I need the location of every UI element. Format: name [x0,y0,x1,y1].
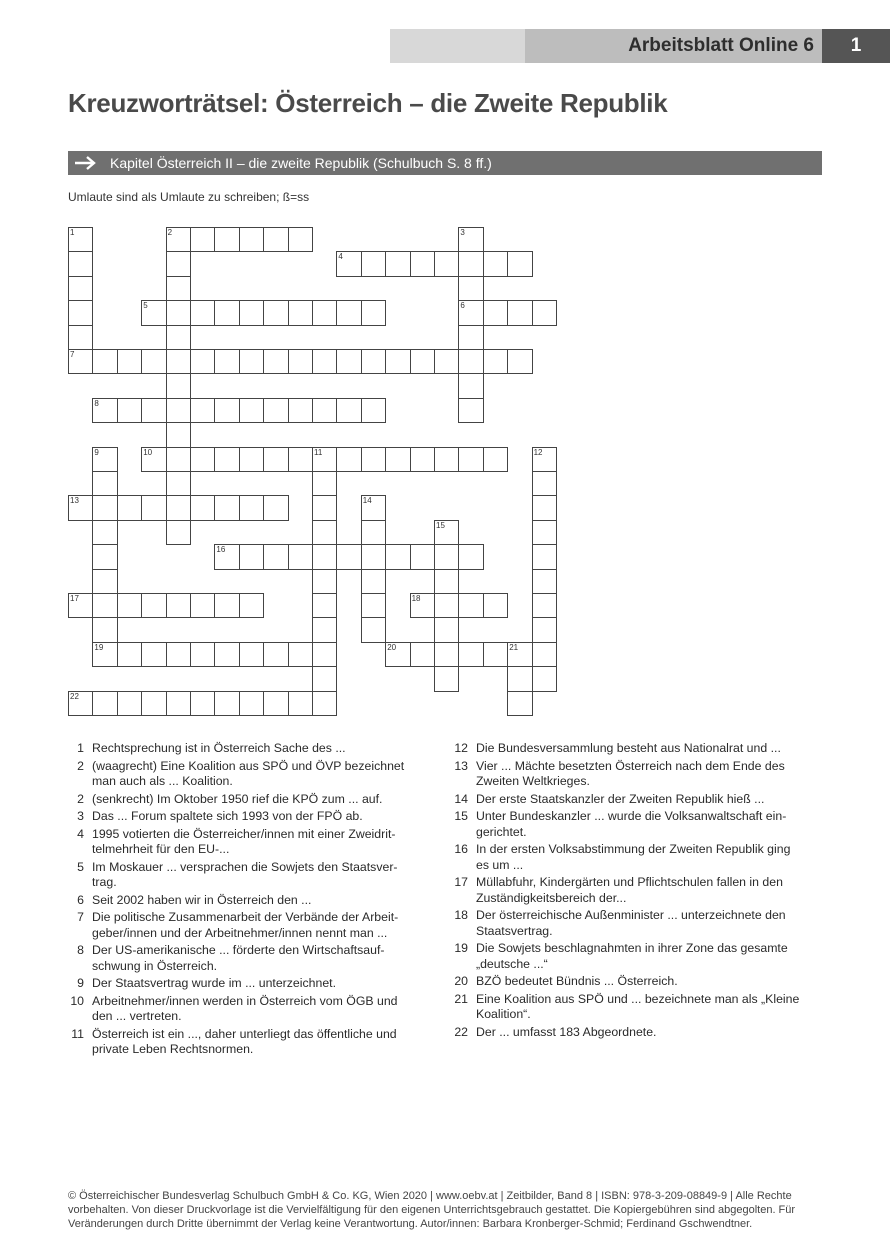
crossword-cell[interactable] [239,447,264,472]
crossword-cell[interactable] [507,666,532,691]
crossword-cell[interactable] [483,447,508,472]
cell-number: 7 [70,350,75,359]
crossword-cell[interactable] [263,642,288,667]
clue-item [68,910,418,941]
cell-number: 19 [94,642,104,652]
crossword-cell[interactable] [410,447,435,472]
crossword-cell[interactable] [263,398,288,423]
crossword-cell[interactable] [166,349,191,374]
crossword-cell[interactable] [166,398,191,423]
crossword-cell[interactable] [483,593,508,618]
clue-item [68,1027,418,1058]
clue-number: 5 [77,859,84,874]
crossword-cell[interactable] [92,544,117,569]
crossword-cell[interactable] [239,691,264,716]
crossword-cell[interactable] [239,227,264,252]
cell-number: 12 [533,447,543,457]
clue-item [68,976,418,992]
crossword-cell[interactable] [361,349,386,374]
crossword-cell[interactable] [92,617,117,642]
clue-item [68,741,418,757]
crossword-cell[interactable] [117,398,142,423]
crossword-cell[interactable] [166,373,191,398]
crossword-cell[interactable] [214,691,239,716]
crossword-cell[interactable] [507,691,532,716]
clue-text: (senkrecht) Im Oktober 1950 rief die KPÖ zum ... auf. [92,791,383,806]
crossword-cell[interactable] [190,642,215,667]
crossword-cell[interactable] [434,520,459,545]
crossword-cell[interactable] [336,398,361,423]
crossword-cell[interactable] [458,593,483,618]
crossword-cell[interactable] [361,447,386,472]
crossword-cell[interactable] [312,349,337,374]
crossword-cell[interactable] [214,544,239,569]
crossword-cell[interactable] [239,398,264,423]
crossword-cell[interactable] [141,495,166,520]
crossword-cell[interactable] [190,593,215,618]
crossword-cell[interactable] [483,300,508,325]
crossword-cell[interactable] [190,227,215,252]
crossword-cell[interactable] [410,544,435,569]
crossword-cell[interactable] [166,227,191,252]
crossword-cell[interactable] [361,495,386,520]
crossword-cell[interactable] [336,447,361,472]
crossword-cell[interactable] [361,251,386,276]
crossword-cell[interactable] [532,617,557,642]
crossword-cell[interactable] [507,300,532,325]
crossword-cell[interactable] [361,520,386,545]
clue-number: 6 [77,892,84,907]
clue-item [68,994,418,1025]
crossword-cell[interactable] [166,447,191,472]
crossword-cell[interactable] [483,251,508,276]
clue-item [68,827,418,858]
crossword-cell[interactable] [410,349,435,374]
crossword-cell[interactable] [190,495,215,520]
crossword-cell[interactable] [507,251,532,276]
crossword-cell[interactable] [92,520,117,545]
crossword-cell[interactable] [361,398,386,423]
crossword-cell[interactable] [312,471,337,496]
instruction-text: Umlaute sind als Umlaute zu schreiben; ß=ss [68,190,310,204]
crossword-cell[interactable] [458,544,483,569]
cell-number: 4 [338,252,343,262]
crossword-cell[interactable] [239,349,264,374]
cell-number: 2 [167,228,173,237]
crossword-cell[interactable] [434,593,459,618]
crossword-cell[interactable] [92,398,117,423]
crossword-cell[interactable] [166,471,191,496]
crossword-cell[interactable] [434,544,459,569]
crossword-cell[interactable] [288,691,313,716]
crossword-cell[interactable] [312,569,337,594]
clue-text: 1995 votierten die Österreicher/innen mit einer Zweidrittelmehrheit für den EU-... [92,826,396,856]
crossword-cell[interactable] [92,642,117,667]
crossword-cell[interactable] [434,666,459,691]
crossword-cell[interactable] [458,642,483,667]
clue-number: 4 [77,826,84,841]
clue-number: 2 [77,758,84,773]
crossword-cell[interactable] [263,300,288,325]
clue-number: 13 [454,758,468,773]
cell-number: 20 [387,642,397,652]
crossword-cell[interactable] [288,398,313,423]
crossword-cell[interactable] [92,593,117,618]
crossword-cell[interactable] [214,300,239,325]
crossword-cell[interactable] [68,593,93,618]
crossword-cell[interactable] [312,544,337,569]
crossword-cell[interactable] [214,349,239,374]
crossword-cell[interactable] [385,349,410,374]
crossword-cell[interactable] [190,300,215,325]
crossword-cell[interactable] [336,251,361,276]
clue-number: 18 [454,908,468,922]
crossword-cell[interactable] [532,495,557,520]
crossword-cell[interactable] [288,349,313,374]
crossword-cell[interactable] [190,691,215,716]
worksheet-label: Arbeitsblatt Online 6 [525,29,822,63]
chapter-banner [68,151,822,175]
clue-item [452,1025,802,1041]
crossword-cell[interactable] [532,593,557,618]
crossword-cell[interactable] [434,447,459,472]
cell-number: 9 [94,447,99,457]
crossword-cell[interactable] [214,447,239,472]
cell-number: 22 [70,691,79,701]
crossword-cell[interactable] [361,300,386,325]
crossword-cell[interactable] [458,276,483,301]
crossword-cell[interactable] [214,227,239,252]
crossword-cell[interactable] [141,447,166,472]
crossword-cell[interactable] [68,325,93,350]
page-title: Kreuzworträtsel: Österreich – die Zweite Republik [68,88,668,118]
crossword-cell[interactable] [434,251,459,276]
clue-number: 7 [77,910,84,924]
crossword-cell[interactable] [68,691,93,716]
crossword-cell[interactable] [166,422,191,447]
crossword-cell[interactable] [458,300,483,325]
crossword-cell[interactable] [166,495,191,520]
crossword-cell[interactable] [434,349,459,374]
clue-text: Vier ... Mächte besetzten Österreich nach dem Ende des Zweiten Weltkrieges. [476,758,785,788]
clue-text: Arbeitnehmer/innen werden in Österreich vom ÖGB und den ... vertreten. [92,993,398,1023]
crossword-cell[interactable] [117,349,142,374]
crossword-cell[interactable] [458,349,483,374]
clue-text: Unter Bundeskanzler ... wurde die Volksanwaltschaft eingerichtet. [476,809,787,839]
clue-number: 1 [77,741,84,755]
cell-number: 5 [143,301,148,311]
header-bar-light [390,29,525,63]
clue-item [452,875,802,906]
crossword-cell[interactable] [190,349,215,374]
clue-number: 20 [454,974,468,988]
clue-item [452,809,802,840]
cell-number: 13 [70,496,79,506]
clue-item [68,893,418,909]
clue-number: 14 [454,791,468,806]
crossword-cell[interactable] [483,642,508,667]
crossword-cell[interactable] [288,227,313,252]
crossword-cell[interactable] [312,617,337,642]
cell-number: 21 [509,642,519,652]
crossword-cell[interactable] [385,447,410,472]
clue-item [68,943,418,974]
crossword-cell[interactable] [434,617,459,642]
crossword-cell[interactable] [117,691,142,716]
crossword-cell[interactable] [239,593,264,618]
crossword-cell[interactable] [141,691,166,716]
clue-number: 9 [77,976,84,990]
clue-text: Der US-amerikanische ... förderte den Wirtschaftsaufschwung in Österreich. [92,943,385,973]
crossword-cell[interactable] [458,251,483,276]
cell-number: 18 [411,594,421,603]
clue-item [68,860,418,891]
crossword-cell[interactable] [312,300,337,325]
crossword-cell[interactable] [385,251,410,276]
clue-number: 19 [454,941,468,955]
clue-item [452,759,802,790]
crossword-cell[interactable] [410,642,435,667]
cell-number: 8 [94,398,99,408]
crossword-cell[interactable] [214,495,239,520]
clue-number: 8 [77,943,84,957]
clue-number: 22 [454,1024,468,1039]
copyright-footer: © Österreichischer Bundesverlag Schulbuch GmbH & Co. KG, Wien 2020 | www.oebv.at | Zeitbilder, Band 8 | ISBN: 978-3-209-08849-9 | Alle Rechte vorbehalten. Von dieser Druckvorlage ist die Vervielfältigung für den eigenen Unterrichtsgebrauch gestattet. Die Kopiergebühren sind abgegolten. Für Veränderungen durch Dritte übernimmt der Verlag keine Verantwortung. Autor/innen: Barbara Kronberger-Schmid; Ferdinand Gschwendtner. [68,1190,796,1230]
crossword-cell[interactable] [532,447,557,472]
clue-number: 15 [454,809,468,823]
crossword-cell[interactable] [190,447,215,472]
clue-text: Eine Koalition aus SPÖ und ... bezeichnete man als „Kleine Koalition“. [476,991,800,1021]
clue-text: Der ... umfasst 183 Abgeordnete. [476,1024,657,1039]
clue-item [452,974,802,990]
crossword-cell[interactable] [532,642,557,667]
crossword-cell[interactable] [68,251,93,276]
clue-number: 17 [454,875,468,889]
clue-number: 3 [77,809,84,823]
crossword-cell[interactable] [361,617,386,642]
cell-number: 11 [314,447,323,457]
crossword-cell[interactable] [141,593,166,618]
clue-text: Die Sowjets beschlagnahmten in ihrer Zone das gesamte „deutsche ...“ [476,941,788,971]
crossword-cell[interactable] [312,398,337,423]
crossword-cell[interactable] [288,447,313,472]
crossword-cell[interactable] [239,495,264,520]
cell-number: 15 [436,520,445,530]
crossword-cell[interactable] [117,593,142,618]
crossword-cell[interactable] [68,227,93,252]
crossword-cell[interactable] [361,569,386,594]
clue-item [452,792,802,808]
crossword-cell[interactable] [532,569,557,594]
cell-number: 1 [70,228,75,237]
cell-number: 14 [362,496,372,506]
crossword-cell[interactable] [190,398,215,423]
clue-number: 11 [71,1026,84,1041]
crossword-cell[interactable] [92,349,117,374]
clue-number: 12 [454,741,468,755]
crossword-cell[interactable] [458,325,483,350]
crossword-cell[interactable] [532,471,557,496]
crossword-cell[interactable] [312,447,337,472]
crossword-cell[interactable] [166,251,191,276]
crossword-cell[interactable] [532,666,557,691]
crossword-cell[interactable] [288,642,313,667]
crossword-cell[interactable] [166,642,191,667]
crossword-cell[interactable] [507,642,532,667]
crossword-cell[interactable] [92,447,117,472]
arrow-right-icon [74,156,104,170]
crossword-cell[interactable] [239,642,264,667]
crossword-cell[interactable] [117,495,142,520]
crossword-cell[interactable] [434,642,459,667]
clue-text: Die Bundesversammlung besteht aus Nationalrat und ... [476,741,781,755]
crossword-cell[interactable] [263,447,288,472]
crossword-cell[interactable] [166,325,191,350]
crossword-cell[interactable] [312,666,337,691]
crossword-cell[interactable] [288,300,313,325]
clue-text: Das ... Forum spaltete sich 1993 von der FPÖ ab. [92,809,363,823]
crossword-cell[interactable] [92,569,117,594]
crossword-cell[interactable] [263,495,288,520]
clue-item [452,908,802,939]
cell-number: 10 [143,447,153,457]
clue-text: Der österreichische Außenminister ... unterzeichnete den Staatsvertrag. [476,908,786,938]
cell-number: 6 [460,301,465,311]
crossword-cell[interactable] [361,544,386,569]
clue-list-right [452,741,802,1042]
crossword-cell[interactable] [92,691,117,716]
crossword-cell[interactable] [312,495,337,520]
crossword-cell[interactable] [141,349,166,374]
cell-number: 16 [216,545,226,555]
crossword-cell[interactable] [166,691,191,716]
crossword-cell[interactable] [458,373,483,398]
clue-text: Müllabfuhr, Kindergärten und Pflichtschulen fallen in den Zuständigkeitsbereich der... [476,875,783,905]
clue-item [68,759,418,790]
clue-item [452,741,802,757]
crossword-cell[interactable] [68,276,93,301]
crossword-cell[interactable] [68,495,93,520]
crossword-cell[interactable] [166,520,191,545]
clue-text: Der Staatsvertrag wurde im ... unterzeichnet. [92,976,336,990]
crossword-cell[interactable] [117,642,142,667]
clue-text: (waagrecht) Eine Koalition aus SPÖ und ÖVP bezeichnet man auch als ... Koalition. [92,758,405,788]
crossword-cell[interactable] [263,227,288,252]
clue-item [452,941,802,972]
crossword-cell[interactable] [263,349,288,374]
clue-list-left [68,741,418,1060]
clue-text: Österreich ist ein ..., daher unterliegt das öffentliche und private Leben Rechtsnormen. [92,1026,397,1056]
clue-number: 21 [454,991,468,1006]
crossword-cell[interactable] [263,691,288,716]
crossword-cell[interactable] [166,593,191,618]
chapter-text: Kapitel Österreich II – die zweite Republik (Schulbuch S. 8 ff.) [110,155,492,171]
crossword-cell[interactable] [312,642,337,667]
crossword-cell[interactable] [141,398,166,423]
clue-item [452,992,802,1023]
clue-text: Die politische Zusammenarbeit der Verbände der Arbeitgeber/innen und der Arbeitnehmer/innen nennt man ... [92,910,399,940]
crossword-cell[interactable] [458,447,483,472]
crossword-cell[interactable] [92,471,117,496]
crossword-cell[interactable] [532,300,557,325]
crossword-cell[interactable] [336,300,361,325]
crossword-cell[interactable] [385,642,410,667]
crossword-cell[interactable] [214,593,239,618]
clue-number: 16 [454,842,468,856]
crossword-cell[interactable] [68,300,93,325]
crossword-cell[interactable] [312,520,337,545]
crossword-cell[interactable] [166,300,191,325]
crossword-cell[interactable] [532,544,557,569]
crossword-cell[interactable] [288,544,313,569]
crossword-cell[interactable] [263,544,288,569]
clue-text: Rechtsprechung ist in Österreich Sache des ... [92,741,346,755]
crossword-cell[interactable] [483,349,508,374]
clue-text: BZÖ bedeutet Bündnis ... Österreich. [476,974,678,988]
crossword-cell[interactable] [312,691,337,716]
crossword-cell[interactable] [166,276,191,301]
clue-text: In der ersten Volksabstimmung der Zweiten Republik ging es um ... [476,842,791,872]
crossword-cell[interactable] [336,544,361,569]
clue-item [68,792,418,808]
crossword-cell[interactable] [141,642,166,667]
crossword-cell[interactable] [532,520,557,545]
crossword-cell[interactable] [92,495,117,520]
crossword-cell[interactable] [361,593,386,618]
crossword-cell[interactable] [312,593,337,618]
clue-number: 2 [77,791,84,806]
crossword-cell[interactable] [68,349,93,374]
clue-text: Seit 2002 haben wir in Österreich den ... [92,892,312,907]
page-number: 1 [822,29,890,63]
crossword-cell[interactable] [458,227,483,252]
crossword-cell[interactable] [239,544,264,569]
cell-number: 3 [460,228,465,237]
crossword-cell[interactable] [410,593,435,618]
clue-item [452,842,802,873]
crossword-cell[interactable] [214,398,239,423]
clue-item [68,809,418,825]
crossword-cell[interactable] [239,300,264,325]
clue-text: Im Moskauer ... versprachen die Sowjets den Staatsvertrag. [92,859,398,889]
crossword-cell[interactable] [458,398,483,423]
crossword-cell[interactable] [141,300,166,325]
crossword-cell[interactable] [214,642,239,667]
crossword-cell[interactable] [336,349,361,374]
crossword-cell[interactable] [410,251,435,276]
clue-number: 10 [70,993,84,1008]
crossword-cell[interactable] [434,569,459,594]
cell-number: 17 [70,594,79,603]
clue-text: Der erste Staatskanzler der Zweiten Republik hieß ... [476,791,765,806]
crossword-cell[interactable] [385,544,410,569]
crossword-cell[interactable] [507,349,532,374]
